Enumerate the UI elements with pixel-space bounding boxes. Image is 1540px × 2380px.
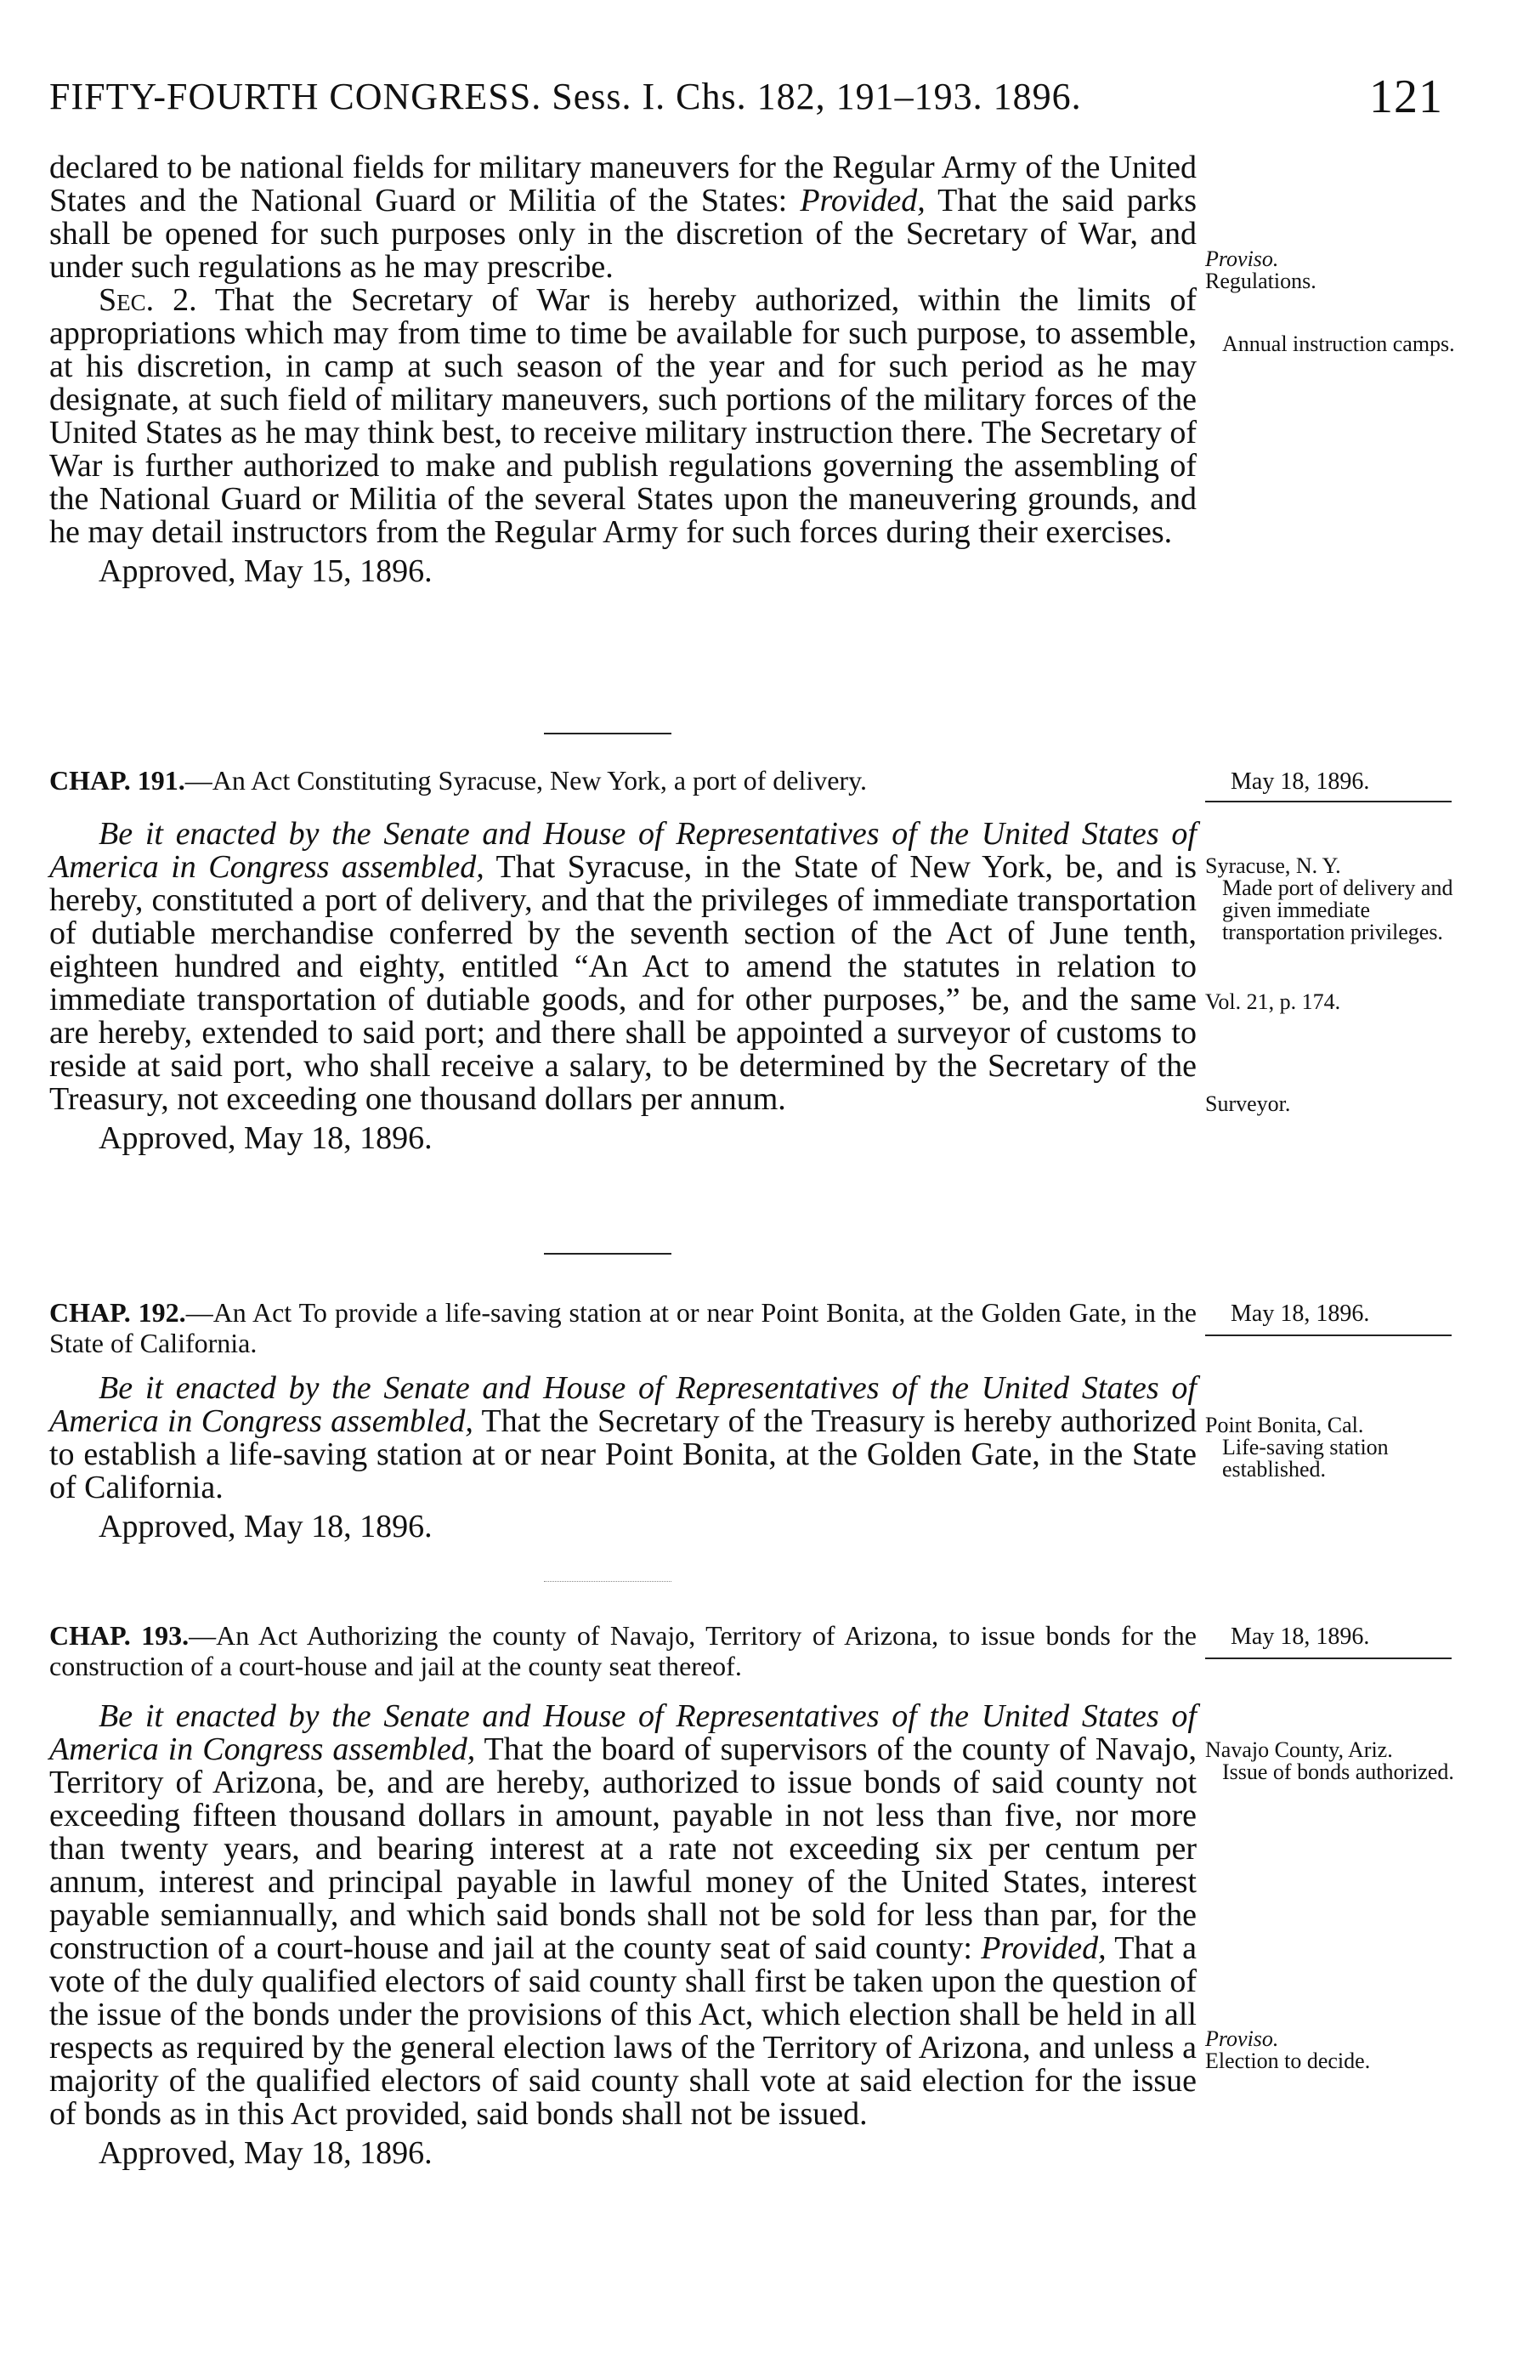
section-divider — [544, 1253, 671, 1255]
margin-note-syracuse: Syracuse, N. Y. Made port of delivery and given immediate transportation privileges. — [1205, 853, 1453, 944]
running-head: FIFTY-FOURTH CONGRESS. Sess. I. Chs. 182, 191–193. 1896. — [49, 76, 1082, 117]
chap191-approved: Approved, May 18, 1896. — [99, 1120, 433, 1156]
chap192-heading: CHAP. 192.—An Act To provide a life-saving station at or near Point Bonita, at the Golden Gate, in the State of California. — [49, 1297, 1197, 1358]
margin-note-vol-ref: Vol. 21, p. 174. — [1205, 989, 1341, 1014]
section-divider — [544, 733, 671, 734]
chap182-approved: Approved, May 15, 1896. — [99, 553, 433, 589]
chap193-approved: Approved, May 18, 1896. — [99, 2135, 433, 2171]
margin-note-annual-camps: Annual instruction camps. — [1222, 332, 1455, 356]
chap191-date: May 18, 1896. — [1231, 768, 1370, 795]
chap193-text — [49, 1700, 1197, 2170]
chap193-date: May 18, 1896. — [1231, 1624, 1370, 1650]
chap182-section2: Sec. 2. That the Secretary of War is hereby authorized, within the limits of appropriations which may from time to time be available for such purpose, to assemble, at his discretion, in camp at such season of the year and for such period as he may designate, at such field of military maneuvers, such portions of the military forces of the United States as he may think best, to receive military instruction there. The Secretary of War is further authorized to make and publish regulations governing the assembling of the National Guard or Militia of the several States upon the maneuvering grounds, and he may detail instructors from the Regular Army for such forces during their exercises. — [49, 282, 1197, 550]
running-header — [49, 70, 1443, 129]
margin-note-proviso-193: Proviso. Election to decide. — [1205, 2026, 1371, 2073]
page-number: 121 — [1369, 71, 1443, 123]
date-rule — [1205, 801, 1452, 802]
margin-note-surveyor: Surveyor. — [1205, 1091, 1291, 1116]
chap193-body: Be it enacted by the Senate and House of Representatives of the United States of America in Congress assembled, That the board of supervisors of the county of Navajo, Territory of Arizona, be, and are hereby, authorized to issue bonds of said county not exceeding fifteen thousand dollars in amount, payable in not less than five, nor more than twenty years, and bearing interest at a rate not exceeding six per centum per annum, interest and principal payable in lawful money of the United States, interest payable semiannually, and which said bonds shall not be sold for less than par, for the construction of a court-house and jail at the county seat of said county: Provided, That a vote of the duly qualified electors of said county shall first be taken upon the question of the issue of the bonds under the provisions of this Act, which election shall be held in all respects as required by the general election laws of the Territory of Arizona, and unless a majority of the qualified electors of said county shall vote at said election for the issue of bonds as in this Act provided, said bonds shall not be issued. — [49, 1698, 1197, 2132]
chap182-text — [49, 151, 1197, 588]
date-rule — [1205, 1658, 1452, 1659]
date-rule — [1205, 1334, 1452, 1336]
margin-note-navajo: Navajo County, Ariz. Issue of bonds authorized. — [1205, 1737, 1454, 1784]
chap191-heading: CHAP. 191.—An Act Constituting Syracuse, New York, a port of delivery. — [49, 765, 867, 796]
chap192-text — [49, 1372, 1197, 1544]
section-divider — [544, 1581, 671, 1582]
chap191-body: Be it enacted by the Senate and House of Representatives of the United States of America in Congress assembled, That Syracuse, in the State of New York, be, and is hereby, constituted a port of delivery, and that the privileges of immediate transportation of dutiable merchandise conferred by the seventh section of the Act of June tenth, eighteen hundred and eighty, entitled “An Act to amend the statutes in relation to immediate transportation of dutiable goods, and for other purposes,” be, and the same are hereby, extended to said port; and there shall be appointed a surveyor of customs to reside at said port, who shall receive a salary, to be determined by the Secretary of the Treasury, not exceeding one thousand dollars per annum. — [49, 816, 1197, 1117]
chap192-approved: Approved, May 18, 1896. — [99, 1509, 433, 1544]
chap192-body: Be it enacted by the Senate and House of Representatives of the United States of America in Congress assembled, That the Secretary of the Treasury is hereby authorized to establish a life-saving station at or near Point Bonita, at the Golden Gate, in the State of California. — [49, 1370, 1197, 1505]
chap182-section1: declared to be national fields for military maneuvers for the Regular Army of the United States and the National Guard or Militia of the States: Provided, That the said parks shall be opened for such purposes only in the discretion of the Secretary of War, and under such regulations as he may prescribe. — [49, 150, 1197, 285]
chap191-text — [49, 818, 1197, 1155]
margin-note-proviso-182: Proviso. Regulations. — [1205, 246, 1316, 293]
margin-note-point-bonita: Point Bonita, Cal. Life-saving station established. — [1205, 1413, 1389, 1482]
chap193-heading: CHAP. 193.—An Act Authorizing the county of Navajo, Territory of Arizona, to issue bonds for the construction of a court-house and jail at the county seat thereof. — [49, 1620, 1197, 1681]
chap192-date: May 18, 1896. — [1231, 1300, 1370, 1327]
